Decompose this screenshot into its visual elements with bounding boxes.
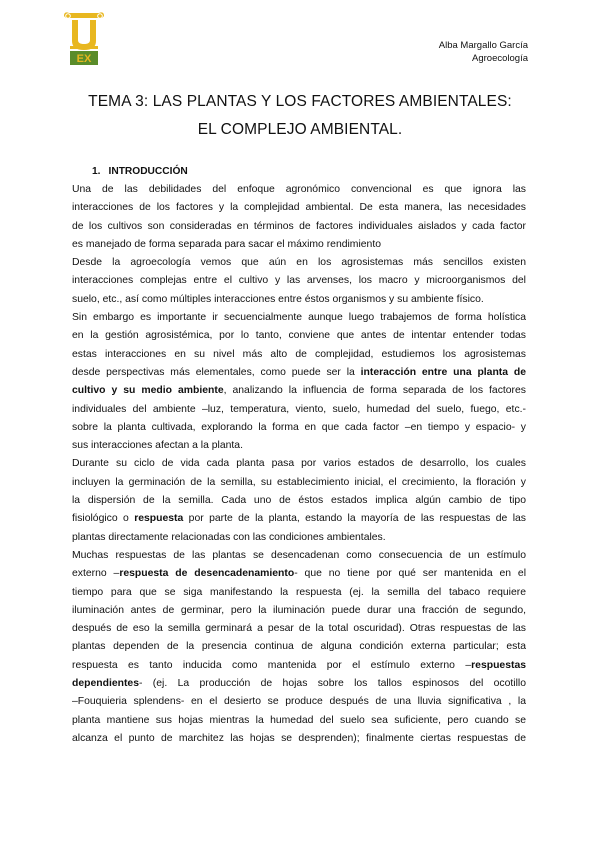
text-line: [72, 730, 526, 748]
text-run: respuesta es tanto inducida como mantenida por el estímulo externo –: [72, 659, 472, 671]
body-text: [72, 181, 526, 748]
university-logo: [62, 10, 106, 68]
text-run: , analizando la influencia de forma separada de los factores: [223, 385, 526, 397]
bold-term: dependientes: [72, 678, 139, 690]
logo-text: EX: [76, 53, 92, 65]
text-run: plantas dependen de la presencia continua de alguna condición externa particular; esta: [72, 641, 526, 653]
text-run: plantas directamente relacionadas con las condiciones ambientales.: [72, 531, 386, 543]
text-run: fisiológico o: [72, 513, 135, 525]
logo-crest-icon: [62, 10, 106, 68]
document-title-line-2: EL COMPLEJO AMBIENTAL.: [197, 121, 403, 138]
text-line: [72, 492, 526, 510]
text-run: estas interacciones en su nivel más alto de complejidad, estudiemos los agrosistemas: [72, 348, 526, 360]
text-run: de los cultivos son consideradas en términos de factores individuales aislados y cada factor: [72, 220, 526, 232]
text-run: incluyen la germinación de la semilla, su establecimiento inicial, el crecimiento, la floración y: [72, 476, 526, 488]
section-number: 1.: [92, 166, 101, 177]
text-run: Durante su ciclo de vida cada planta pasa por varios estados de desarrollo, los cuales: [72, 458, 526, 470]
text-line: [72, 455, 526, 473]
bold-term: respuesta de desencadenamiento: [119, 568, 295, 580]
text-line: [72, 254, 526, 272]
text-run: Desde la agroecología vemos que aún en los agrosistemas más sencillos existen: [72, 257, 526, 269]
text-run: - que no tiene por qué ser mantenida en el: [294, 568, 526, 580]
bold-term: respuestas: [471, 659, 526, 671]
text-run: interacciones de los factores y la complejidad ambiental. De esta manera, las necesidades: [72, 202, 526, 214]
text-run: sobre la planta cultivada, explorando la forma en que cada factor –en tiempo y espacio- y: [72, 421, 526, 433]
page-header: [439, 39, 528, 65]
text-line: [72, 693, 526, 711]
text-line: [72, 675, 526, 693]
text-line: [72, 327, 526, 345]
text-run: individuales del ambiente –luz, temperatura, viento, suelo, humedad del suelo, fuego, etc.-: [72, 403, 526, 415]
text-line: [72, 474, 526, 492]
text-line: [72, 364, 526, 382]
text-run: Una de las debilidades del enfoque agronómico convencional es que ignora las: [72, 184, 526, 195]
section-title: INTRODUCCIÓN: [108, 166, 188, 177]
bold-term: cultivo y su medio ambiente: [72, 385, 224, 397]
text-line: [72, 565, 526, 583]
text-line: [72, 419, 526, 437]
text-run: Muchas respuestas de las plantas se desencadenan como consecuencia de un estímulo: [72, 549, 526, 561]
text-line: [72, 437, 526, 455]
text-line: [72, 346, 526, 364]
text-run: desde perspectivas más elementales, como puede ser la: [72, 366, 361, 378]
text-run: externo –: [72, 568, 120, 580]
text-run: es manejado de forma separada para sacar el máximo rendimiento: [72, 238, 381, 250]
text-run: alcanza el punto de marchitez las hojas se desprenden); finalmente ciertas respuestas de: [72, 732, 526, 744]
text-run: planta mantiene sus hojas mientras la humedad del suelo sea suficiente, pero cuando se: [72, 714, 526, 726]
document-title-line-1: TEMA 3: LAS PLANTAS Y LOS FACTORES AMBIENTALES:: [88, 93, 512, 110]
text-line: [72, 218, 526, 236]
text-line: [72, 272, 526, 290]
text-run: después de eso la semilla germinará a pesar de la total oscuridad). Otras respuestas de las: [72, 623, 526, 635]
text-run: tiempo para que se siga manifestando la respuesta (ej. la semilla del tabaco requiere: [72, 586, 526, 598]
text-run: iluminación antes de germinar, pero la iluminación puede durar una fracción de segundo,: [72, 604, 526, 616]
text-line: [72, 657, 526, 675]
text-run: –Fouquieria splendens- en el desierto se produce después de una lluvia significativa , la: [72, 696, 526, 708]
text-line: [72, 547, 526, 565]
text-line: [72, 529, 526, 547]
text-line: [72, 510, 526, 528]
text-run: Sin embargo es importante ir secuencialmente aunque luego trabajemos de forma holística: [72, 312, 526, 324]
bold-term: interacción entre una planta de: [360, 366, 526, 378]
text-line: [72, 181, 526, 199]
text-line: [72, 199, 526, 217]
text-line: [72, 401, 526, 419]
text-line: [72, 309, 526, 327]
bold-term: respuesta: [134, 513, 184, 525]
text-run: - (ej. La producción de hojas sobre los tallos espinosos del ocotillo: [138, 678, 526, 690]
text-run: por parte de la planta, estando la mayoría de las respuestas de las: [183, 513, 526, 525]
text-line: [72, 638, 526, 656]
section-heading: [92, 166, 196, 177]
text-line: [72, 620, 526, 638]
text-line: [72, 382, 526, 400]
text-line: [72, 602, 526, 620]
text-line: [72, 291, 526, 309]
author-name: Alba Margallo García: [438, 40, 528, 51]
text-line: [72, 236, 526, 254]
text-line: [72, 584, 526, 602]
text-line: [72, 712, 526, 730]
text-run: sus interacciones afectan a la planta.: [72, 440, 243, 452]
text-run: suelo, etc., así como múltiples interacciones entre éstos organismos y su ambiente físico.: [72, 293, 484, 305]
text-run: la dispersión de la semilla. Cada uno de éstos estados implica algún cambio de tipo: [72, 495, 526, 507]
text-run: interacciones complejas entre el cultivo y las arvenses, los macro y microorganismos del: [72, 275, 526, 287]
text-run: en la gestión agrosistémica, por lo tanto, conviene que antes de intentar entender todas: [72, 330, 526, 342]
subject-name: Agroecología: [472, 53, 528, 64]
